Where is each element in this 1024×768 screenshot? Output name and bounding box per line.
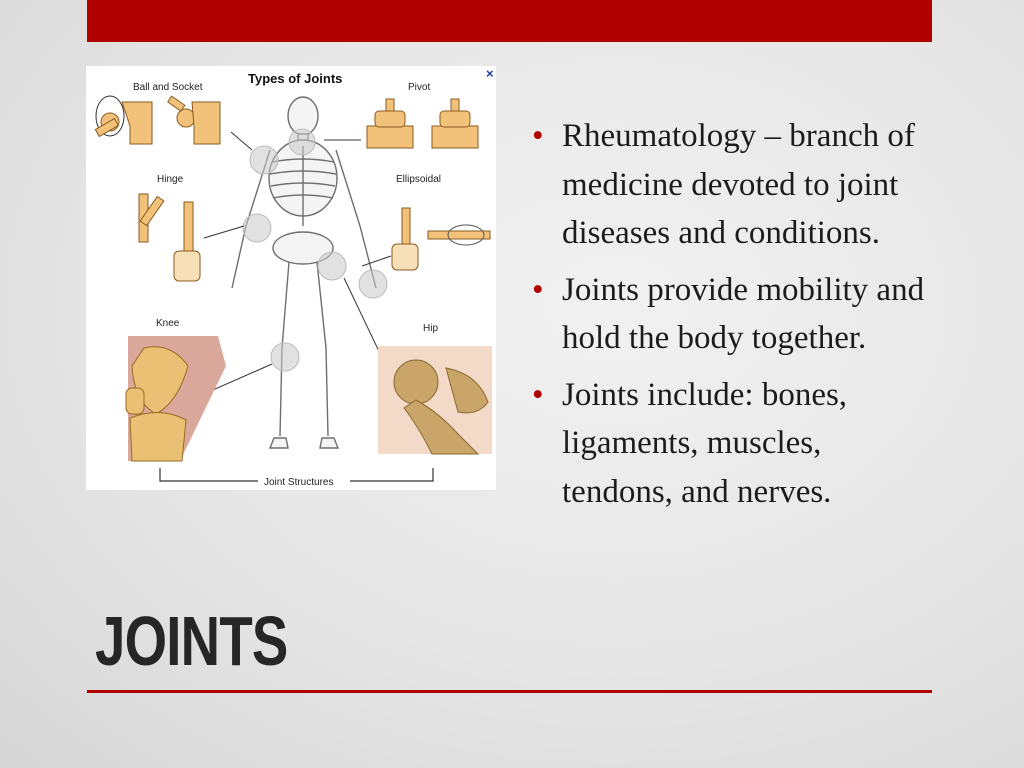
- ball-and-socket-icon: [95, 96, 220, 144]
- label-knee: Knee: [156, 318, 180, 329]
- label-ball-and-socket: Ball and Socket: [133, 82, 203, 93]
- hinge-joint-icon: [139, 194, 200, 281]
- label-ellipsoidal: Ellipsoidal: [396, 174, 442, 185]
- label-pivot: Pivot: [408, 82, 431, 93]
- figure-title: Types of Joints: [248, 71, 343, 86]
- bullet-item: • Joints include: bones, ligaments, muscles, tendons, and nerves.: [532, 371, 932, 517]
- bullet-list: [532, 112, 932, 524]
- knee-joint-illustration: [126, 336, 226, 461]
- top-accent-bar: [87, 0, 932, 42]
- label-hip: Hip: [423, 323, 439, 334]
- types-of-joints-figure: [86, 66, 496, 490]
- bottom-divider: [87, 690, 932, 693]
- close-icon[interactable]: ×: [486, 66, 494, 81]
- slide-title: JOINTS: [95, 602, 288, 680]
- label-joint-structures: Joint Structures: [264, 477, 334, 488]
- hip-joint-illustration: [378, 346, 492, 454]
- ellipsoidal-joint-icon: [392, 208, 490, 270]
- bullet-item: • Rheumatology – branch of medicine devoted to joint diseases and conditions.: [532, 112, 932, 258]
- label-hinge: Hinge: [157, 174, 184, 185]
- bullet-item: • Joints provide mobility and hold the body together.: [532, 266, 932, 363]
- joints-illustration: [86, 66, 496, 490]
- pivot-joint-icon: [367, 99, 478, 148]
